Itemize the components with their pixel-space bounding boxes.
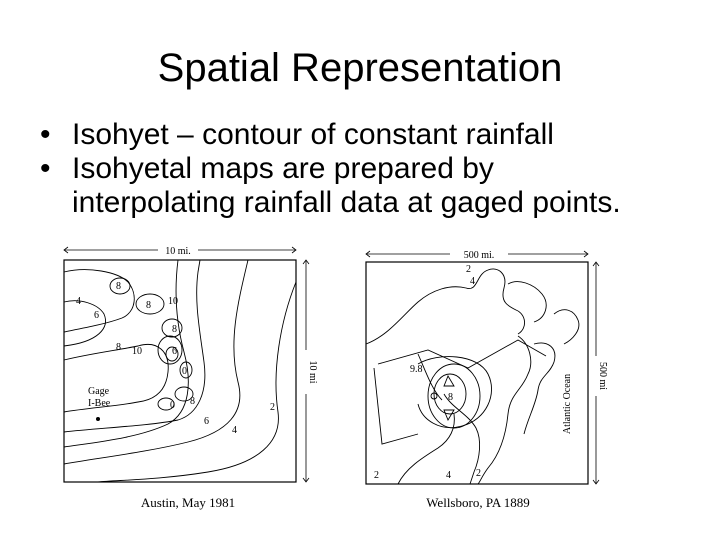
bullet-list xyxy=(0,118,720,220)
scale-top-label: 10 mi. xyxy=(165,246,191,257)
bullet-marker: • xyxy=(40,152,51,185)
contour-label: 6 xyxy=(94,310,99,321)
scale-side-label: 10 mi xyxy=(307,360,318,384)
contour-label: 10 xyxy=(168,296,178,307)
wellsboro-map-figure xyxy=(358,244,608,489)
contour-label: 4 xyxy=(232,425,237,436)
contour-label: 2 xyxy=(476,468,481,479)
austin-caption: Austin, May 1981 xyxy=(140,495,236,510)
contour-label: 8 xyxy=(116,342,121,353)
scale-top-label: 500 mi. xyxy=(463,250,495,261)
map-frame xyxy=(366,262,588,484)
bullet-text: Isohyetal maps are prepared by xyxy=(72,152,494,185)
contour-label: 8 xyxy=(146,300,151,311)
gage-id-label: I-Bee xyxy=(88,398,111,409)
contour-label: 0 xyxy=(182,366,187,377)
contour-labels xyxy=(76,281,275,436)
bullet-item-isohyet xyxy=(0,118,720,152)
contour-label: 8 xyxy=(448,392,453,403)
wellsboro-caption: Wellsboro, PA 1889 xyxy=(426,495,530,510)
austin-map-figure xyxy=(58,242,318,487)
contour-label: 4 xyxy=(470,276,475,287)
contour-label: 4 xyxy=(76,296,81,307)
contour-label: 6 xyxy=(172,346,177,357)
storm-centre-marker-icon xyxy=(444,410,454,420)
bullet-item-isohyetal-maps xyxy=(0,152,720,186)
bullet-text: Isohyet – contour of constant rainfall xyxy=(72,118,554,151)
contour-label: 6 xyxy=(204,416,209,427)
contour-label: 9.8 xyxy=(410,364,423,375)
isohyetal-map-wellsboro xyxy=(358,244,608,510)
contour-label: 0 xyxy=(170,400,175,411)
contour-labels xyxy=(374,264,481,481)
contour-label: 2 xyxy=(374,470,379,481)
scale-side-label: 500 mi xyxy=(597,361,608,391)
contour-label: 10 xyxy=(132,346,142,357)
slide-title: Spatial Representation xyxy=(157,46,563,90)
coastline-outlines xyxy=(366,269,579,484)
bullet-continuation: interpolating rainfall data at gaged points. xyxy=(72,186,621,219)
isohyetal-map-austin xyxy=(58,242,318,510)
contour-label: 2 xyxy=(466,264,471,275)
isohyet-contours xyxy=(64,260,296,482)
contour-label: 4 xyxy=(446,470,451,481)
gage-point-icon xyxy=(96,417,100,421)
contour-label: 8 xyxy=(116,281,121,292)
contour-label: 8 xyxy=(190,396,195,407)
storm-centre-marker-icon xyxy=(444,376,454,386)
gage-label: Gage xyxy=(88,386,110,397)
ocean-label: Atlantic Ocean xyxy=(562,373,573,435)
contour-label: 2 xyxy=(270,402,275,413)
bullet-marker: • xyxy=(40,118,51,151)
contour-label: 8 xyxy=(172,324,177,335)
